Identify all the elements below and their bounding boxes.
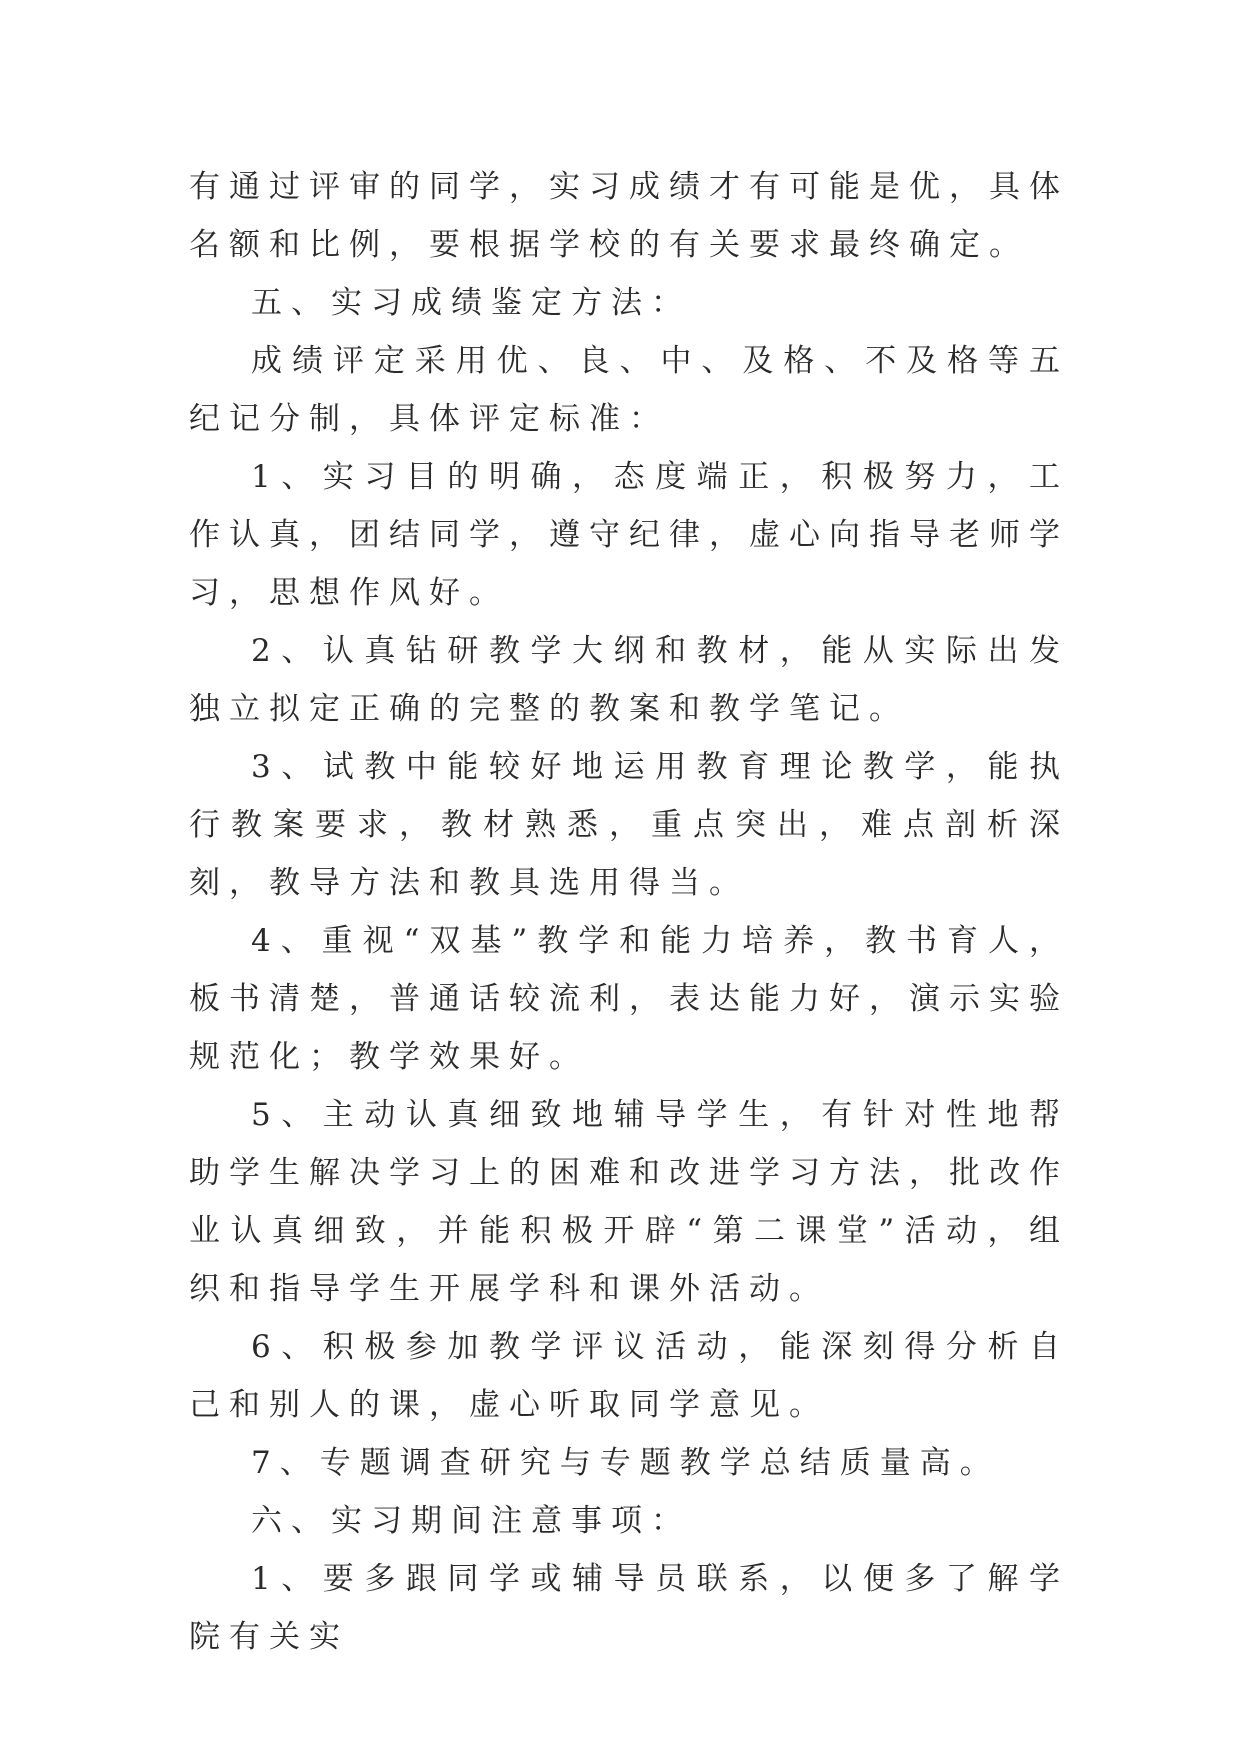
- paragraph-grading-intro: 成绩评定采用优、良、中、及格、不及格等五纪记分制，具体评定标准：: [189, 343, 1069, 437]
- paragraph-continuation: 有通过评审的同学，实习成绩才有可能是优，具体名额和比例，要根据学校的有关要求最终确定。: [189, 169, 1069, 263]
- list-item-6: 6、积极参加教学评议活动，能深刻得分析自己和别人的课，虚心听取同学意见。: [189, 1329, 1069, 1423]
- section-heading-6: 六、实习期间注意事项：: [251, 1503, 691, 1539]
- list-item-1: 1、实习目的明确，态度端正，积极努力，工作认真，团结同学，遵守纪律，虚心向指导老师学习，思想作风好。: [189, 459, 1069, 611]
- section-heading-5: 五、实习成绩鉴定方法：: [251, 285, 691, 321]
- list-item-3: 3、试教中能较好地运用教育理论教学，能执行教案要求，教材熟悉，重点突出，难点剖析深刻，教导方法和教具选用得当。: [189, 749, 1069, 901]
- list-item-5: 5、主动认真细致地辅导学生，有针对性地帮助学生解决学习上的困难和改进学习方法，批改作业认真细致，并能积极开辟“第二课堂”活动，组织和指导学生开展学科和课外活动。: [189, 1097, 1069, 1307]
- list-item-7: 7、专题调查研究与专题教学总结质量高。: [251, 1445, 1000, 1481]
- document-body: [189, 158, 1069, 1666]
- list-item-4: 4、重视“双基”教学和能力培养，教书育人，板书清楚，普通话较流利，表达能力好，演示实验规范化；教学效果好。: [189, 923, 1069, 1075]
- notice-item-1: 1、要多跟同学或辅导员联系，以便多了解学院有关实: [189, 1561, 1069, 1655]
- list-item-2: 2、认真钻研教学大纲和教材，能从实际出发独立拟定正确的完整的教案和教学笔记。: [189, 633, 1069, 727]
